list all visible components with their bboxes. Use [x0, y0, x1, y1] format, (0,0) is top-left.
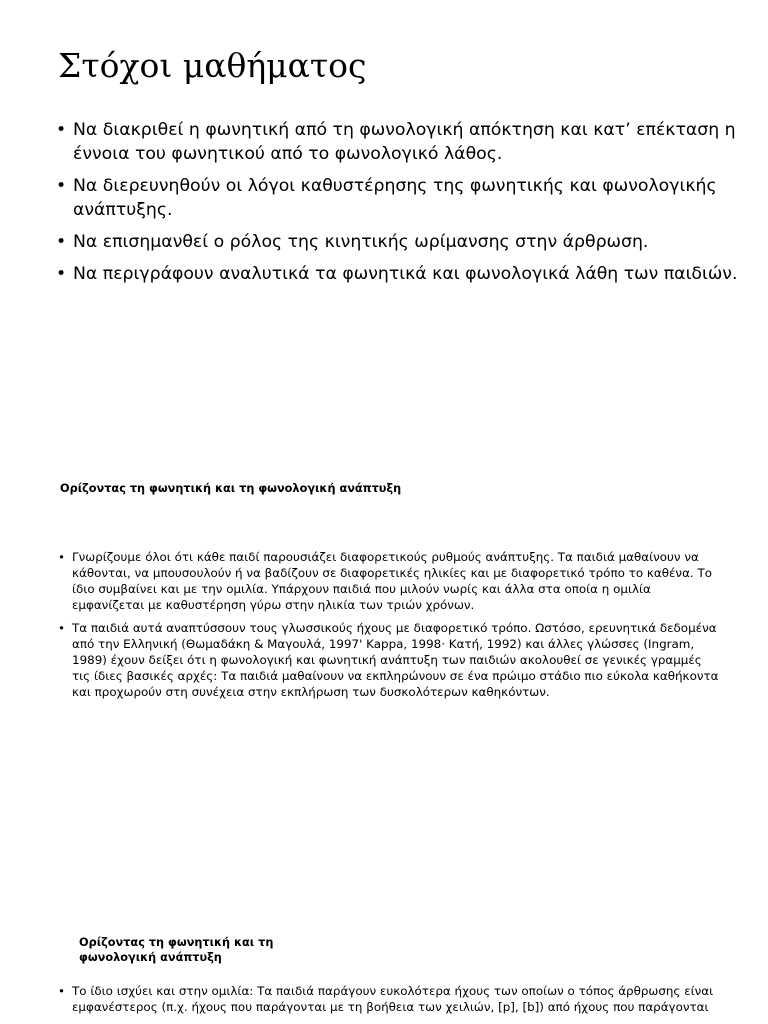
list-item [58, 983, 720, 1015]
list-item-text: Γνωρίζουμε όλοι ότι κάθε παιδί παρουσιάζει διαφορετικούς ρυθμούς ανάπτυξης. Τα παιδιά μαθαίνουν να κάθονται, να μπουσουλούν ή να βαδίζουν σε διαφορετικές ηλικίες και με διαφορετικό τρόπο το καθένα. Το ίδιο συμβαίνει και με την ομιλία. Υπάρχουν παιδιά που μιλούν νωρίς και άλλα στα οποία η ομιλία εμφανίζεται με καθυστέρηση γύρω στην ηλικία των τριών χρόνων. [72, 550, 712, 612]
slide-2-title: Ορίζοντας τη φωνητική και τη φωνολογική ανάπτυξη [60, 482, 402, 495]
bullet-icon: • [58, 550, 66, 564]
slide-2-bullet-list [58, 549, 720, 707]
list-item [58, 549, 720, 613]
slide-3-title: Ορίζοντας τη φωνητική και τη φωνολογική ανάπτυξη [79, 936, 274, 964]
slide-3 [0, 930, 768, 1024]
bullet-icon: • [56, 264, 67, 284]
bullet-icon: • [56, 176, 67, 196]
bullet-icon: • [56, 232, 67, 252]
slide-1-title: Στόχοι μαθήματος [58, 46, 367, 85]
slide-1-bullet-list [56, 118, 746, 294]
list-item-text: Να διερευνηθούν οι λόγοι καθυστέρησης της φωνητικής και φωνολογικής ανάπτυξης. [73, 176, 717, 220]
slide-1 [0, 0, 768, 340]
bullet-icon: • [58, 984, 66, 998]
list-item-text: Να διακριθεί η φωνητική από τη φωνολογική απόκτηση και κατ’ επέκταση η έννοια του φωνητικού από το φωνολογικό λάθος. [73, 120, 736, 164]
list-item-text: Να περιγράφουν αναλυτικά τα φωνητικά και φωνολογικά λάθη των παιδιών. [73, 264, 738, 284]
bullet-icon: • [58, 621, 66, 635]
slide-2 [0, 470, 768, 730]
bullet-icon: • [56, 120, 67, 140]
list-item [56, 230, 746, 254]
list-item [56, 174, 746, 222]
list-item-text: Τα παιδιά αυτά αναπτύσσουν τους γλωσσικούς ήχους με διαφορετικό τρόπο. Ωστόσο, ερευνητικά δεδομένα από την Ελληνική (Θωμαδάκη & Μαγουλά, 1997' Kappa, 1998· Κατή, 1992) και άλλες γλώσσες (Ingram, 1989) έχουν δείξει ότι η φωνολογική και φωνητική ανάπτυξη των παιδιών ακολουθεί σε γενικές γραμμές τις ίδιες βασικές αρχές: Τα παιδιά μαθαίνουν να εκπληρώνουν σε ένα πρώιμο στάδιο πιο εύκολα καθήκοντα και προχωρούν στη συνέχεια στην εκπλήρωση των δυσκολότερων καθηκόντων. [72, 621, 719, 699]
list-item-text: Να επισημανθεί ο ρόλος της κινητικής ωρίμανσης στην άρθρωση. [73, 232, 649, 252]
list-item [58, 620, 720, 700]
slide-3-bullet-list [58, 983, 720, 1015]
list-item-text: Το ίδιο ισχύει και στην ομιλία: Τα παιδιά παράγουν ευκολότερα ήχους των οποίων ο τόπος άρθρωσης είναι εμφανέστερος (π.χ. ήχους που παράγονται με τη βοήθεια των χειλιών, [p], [b]) από ήχους που παράγονται [72, 984, 714, 1014]
list-item [56, 118, 746, 166]
list-item [56, 262, 746, 286]
